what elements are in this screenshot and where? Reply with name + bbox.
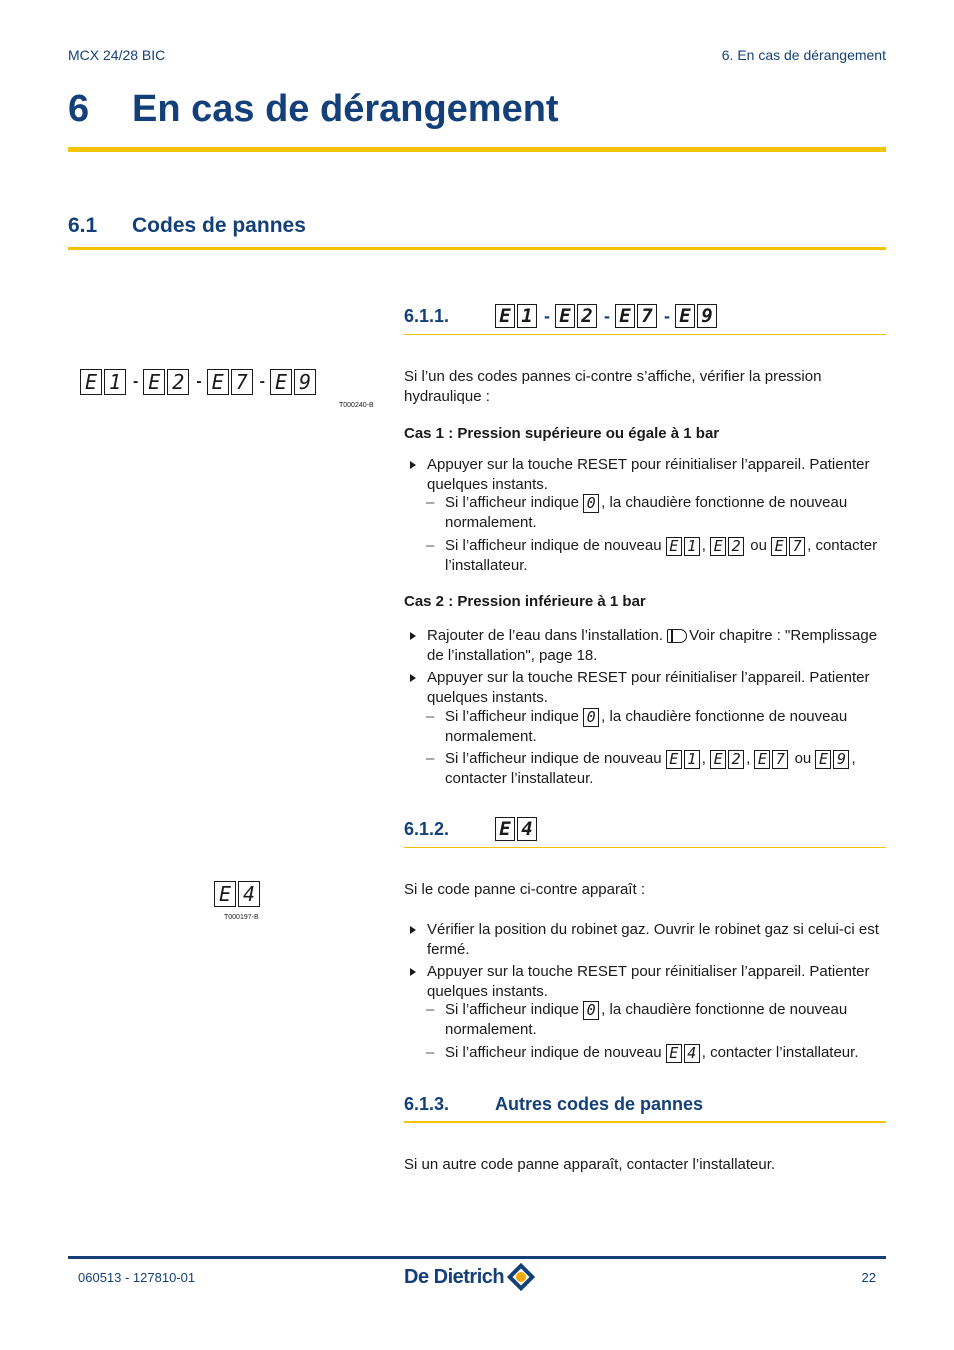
pointing-hand-icon xyxy=(667,629,687,643)
dash-icon: – xyxy=(426,1044,435,1061)
brand-logo xyxy=(404,1262,536,1292)
list-item: Appuyer sur la touche RESET pour réinitialiser l’appareil. Patienter quelques instants. xyxy=(404,455,888,494)
footer-doc-ref: 060513 - 127810-01 xyxy=(78,1270,196,1285)
section-number: 6.1 xyxy=(68,214,98,237)
bullet-icon xyxy=(410,461,416,469)
chapter-number: 6 xyxy=(68,88,90,130)
error-code-E1: E 1 xyxy=(495,304,539,328)
list-item: Appuyer sur la touche RESET pour réinitialiser l’appareil. Patienter quelques instants. xyxy=(404,668,888,707)
bullet-icon xyxy=(410,674,416,682)
bullet-icon xyxy=(410,632,416,640)
list-item: – Si l’afficheur indique 0 , la chaudière fonctionne de nouveau normalement. xyxy=(426,707,848,745)
footer-rule xyxy=(68,1256,886,1259)
figure-reference: T000197-B xyxy=(224,914,259,921)
figure-reference: T000240-B xyxy=(339,402,374,409)
page-number: 22 xyxy=(861,1270,876,1285)
dash-icon: – xyxy=(426,708,435,725)
intro-text: Si le code panne ci-contre apparaît : xyxy=(404,881,645,898)
subsection-6-1-2-title xyxy=(404,817,539,841)
subsection-6-1-3-title xyxy=(404,1094,703,1115)
figure-error-codes: E 1 - E 2 - E 7 - E 9 xyxy=(80,369,318,395)
subsection-rule xyxy=(404,1121,886,1123)
chapter-title xyxy=(68,88,559,131)
list-item: – Si l’afficheur indique de nouveau E 4 , contacter l’installateur. xyxy=(426,1043,859,1062)
subsection-number: 6.1.2. xyxy=(404,818,450,839)
dash-icon: – xyxy=(426,494,435,511)
bullet-icon xyxy=(410,968,416,976)
header-doc-title: MCX 24/28 BIC xyxy=(68,47,166,63)
error-code-E7: E 7 xyxy=(615,304,659,328)
dash-icon: – xyxy=(426,750,435,767)
case1-title: Cas 1 : Pression supérieure ou égale à 1 bar xyxy=(404,425,720,442)
list-item: – Si l’afficheur indique de nouveau E 1 , E 2 , E 7 ou E 9 , contacter l’installateur. xyxy=(426,749,856,787)
error-code-E9: E 9 xyxy=(675,304,719,328)
error-code-E4: E 4 xyxy=(495,817,539,841)
subsection-number: 6.1.3. xyxy=(404,1094,450,1114)
chapter-rule xyxy=(68,147,886,152)
section-title-text: Codes de pannes xyxy=(132,214,306,237)
section-title xyxy=(68,214,306,238)
subsection-number: 6.1.1. xyxy=(404,305,450,326)
error-code-E2: E 2 xyxy=(555,304,599,328)
list-item: – Si l’afficheur indique de nouveau E 1 , E 2 ou E 7 , contacter l’installateur. xyxy=(426,536,878,574)
list-item: Appuyer sur la touche RESET pour réinitialiser l’appareil. Patienter quelques instants. xyxy=(404,962,888,1001)
body-text: Si un autre code panne apparaît, contacter l’installateur. xyxy=(404,1156,776,1173)
subsection-title-text: Autres codes de pannes xyxy=(495,1094,704,1114)
header-chapter: 6. En cas de dérangement xyxy=(721,47,886,63)
list-item: Rajouter de l’eau dans l’installation. Voir chapitre : "Remplissage de l’installation", page 18. xyxy=(404,626,888,665)
subsection-6-1-1-title: 6.1.1. E 1 - E 2 - E 7 - E 9 xyxy=(404,304,719,328)
case2-title: Cas 2 : Pression inférieure à 1 bar xyxy=(404,593,646,610)
list-item: Vérifier la position du robinet gaz. Ouvrir le robinet gaz si celui-ci est fermé. xyxy=(404,920,888,959)
dash-icon: – xyxy=(426,537,435,554)
section-rule xyxy=(68,247,886,250)
list-item: – Si l’afficheur indique 0 , la chaudière fonctionne de nouveau normalement. xyxy=(426,1000,848,1038)
figure-error-code-E4: E 4 xyxy=(214,881,262,907)
brand-diamond-icon xyxy=(506,1262,536,1292)
subsection-rule xyxy=(404,847,886,848)
dash-icon: – xyxy=(426,1001,435,1018)
chapter-title-text: En cas de dérangement xyxy=(132,88,559,130)
subsection-rule xyxy=(404,334,886,335)
bullet-icon xyxy=(410,926,416,934)
brand-name: De Dietrich xyxy=(404,1265,505,1288)
list-item: – Si l’afficheur indique 0 , la chaudière fonctionne de nouveau normalement. xyxy=(426,493,848,531)
intro-text: Si l’un des codes pannes ci-contre s’affiche, vérifier la pression hydraulique : xyxy=(404,368,822,405)
